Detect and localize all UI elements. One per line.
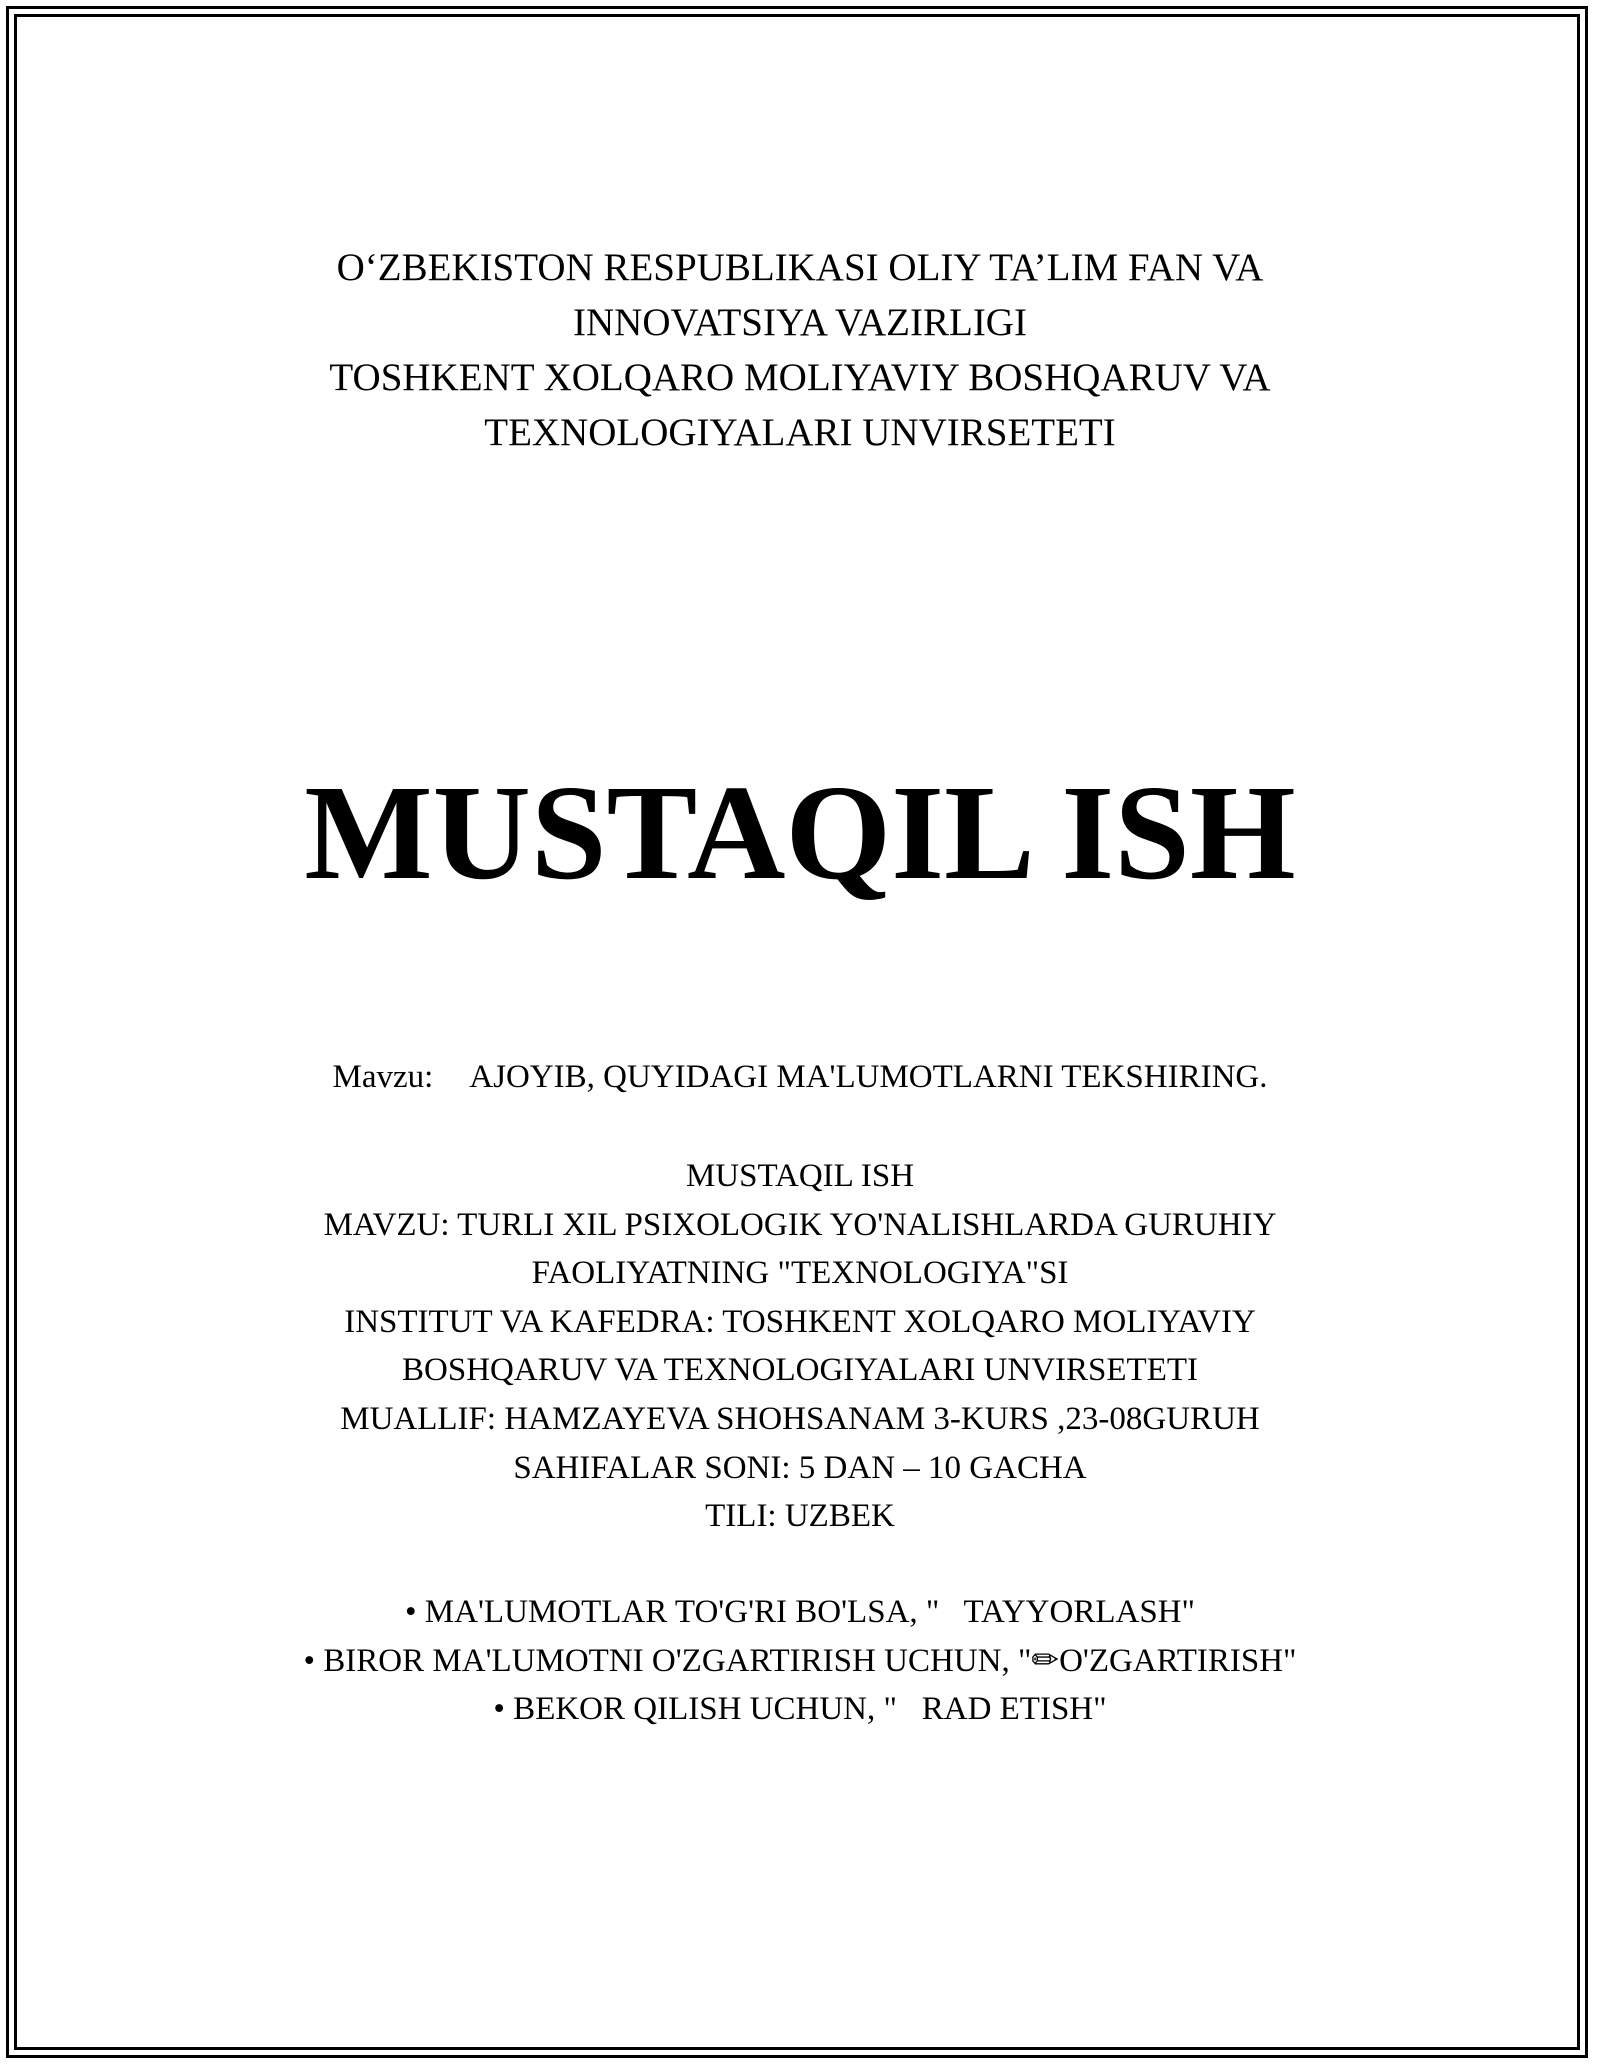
document-title: MUSTAQIL ISH xyxy=(304,758,1296,908)
details-line: SAHIFALAR SONI: 5 DAN – 10 GACHA xyxy=(513,1449,1087,1486)
details-block xyxy=(100,1152,1500,1541)
topic-label: Mavzu: xyxy=(332,1059,434,1095)
details-line: BOSHQARUV VA TEXNOLOGIYALARI UNVIRSETETI xyxy=(402,1352,1198,1389)
instruction-item: • BEKOR QILISH UCHUN, " RAD ETISH" xyxy=(493,1691,1107,1728)
header-line: INNOVATSIYA VAZIRLIGI xyxy=(573,301,1027,344)
instruction-item: • BIROR MA'LUMOTNI O'ZGARTIRISH UCHUN, "✏O'ZGARTIRISH" xyxy=(303,1642,1297,1679)
header-line: TEXNOLOGIYALARI UNVIRSETETI xyxy=(484,411,1116,454)
topic-line xyxy=(100,1052,1500,1102)
details-line: INSTITUT VA KAFEDRA: TOSHKENT XOLQARO MOLIYAVIY xyxy=(344,1303,1256,1340)
details-line: MUSTAQIL ISH xyxy=(685,1158,915,1194)
ministry-header xyxy=(100,240,1500,460)
instructions-list xyxy=(100,1588,1500,1734)
topic-value: AJOYIB, QUYIDAGI MA'LUMOTLARNI TEKSHIRING. xyxy=(469,1059,1268,1095)
header-line: O‘ZBEKISTON RESPUBLIKASI OLIY TA’LIM FAN VA xyxy=(336,246,1264,289)
details-line: MUALLIF: HAMZAYEVA SHOHSANAM 3-KURS ,23-08GURUH xyxy=(340,1400,1260,1437)
details-line: TILI: UZBEK xyxy=(705,1498,895,1535)
details-line: FAOLIYATNING "TEXNOLOGIYA"SI xyxy=(531,1255,1069,1292)
header-line: TOSHKENT XOLQARO MOLIYAVIY BOSHQARUV VA xyxy=(329,356,1271,399)
instruction-item: • MA'LUMOTLAR TO'G'RI BO'LSA, " TAYYORLASH" xyxy=(405,1594,1195,1630)
details-line: MAVZU: TURLI XIL PSIXOLOGIK YO'NALISHLARDA GURUHIY xyxy=(323,1206,1277,1243)
